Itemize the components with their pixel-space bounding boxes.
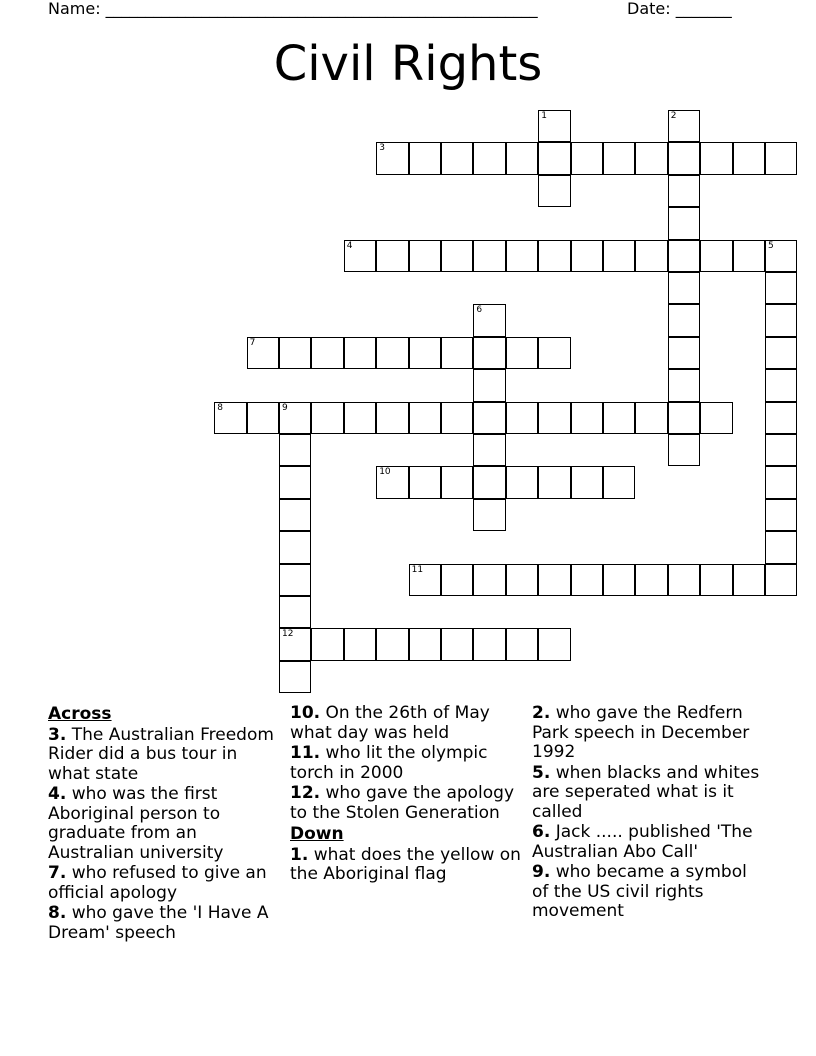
grid-cell[interactable] bbox=[409, 466, 441, 498]
grid-cell[interactable] bbox=[635, 142, 667, 174]
grid-cell[interactable] bbox=[409, 628, 441, 660]
grid-cell[interactable] bbox=[409, 142, 441, 174]
grid-cell[interactable] bbox=[506, 337, 538, 369]
grid-cell[interactable] bbox=[279, 628, 311, 660]
grid-cell[interactable] bbox=[668, 207, 700, 239]
grid-cell[interactable] bbox=[506, 564, 538, 596]
grid-cell[interactable] bbox=[765, 466, 797, 498]
grid-cell[interactable] bbox=[279, 596, 311, 628]
grid-cell[interactable] bbox=[247, 337, 279, 369]
clue-column-1 bbox=[48, 703, 280, 943]
grid-cell[interactable] bbox=[571, 142, 603, 174]
grid-cell[interactable] bbox=[311, 337, 343, 369]
grid-cell[interactable] bbox=[473, 240, 505, 272]
grid-cell[interactable] bbox=[376, 337, 408, 369]
grid-cell[interactable] bbox=[376, 240, 408, 272]
grid-cell[interactable] bbox=[473, 304, 505, 336]
grid-cell[interactable] bbox=[376, 142, 408, 174]
clue-number: 5 bbox=[768, 240, 774, 251]
grid-cell[interactable] bbox=[765, 272, 797, 304]
grid-cell[interactable] bbox=[279, 434, 311, 466]
down-clue-2: 2. who gave the Redfern Park speech in December 1992 bbox=[532, 703, 750, 762]
grid-cell[interactable] bbox=[376, 628, 408, 660]
grid-cell[interactable] bbox=[506, 142, 538, 174]
across-clue-7: 7. who refused to give an official apology bbox=[48, 863, 267, 903]
grid-cell[interactable] bbox=[571, 402, 603, 434]
grid-cell[interactable] bbox=[279, 564, 311, 596]
grid-cell[interactable] bbox=[409, 402, 441, 434]
grid-cell[interactable] bbox=[538, 110, 570, 142]
down-heading: Down bbox=[290, 824, 344, 844]
grid-cell[interactable] bbox=[765, 434, 797, 466]
grid-cell[interactable] bbox=[668, 110, 700, 142]
clue-number: 8 bbox=[217, 402, 223, 413]
grid-cell[interactable] bbox=[603, 402, 635, 434]
grid-cell[interactable] bbox=[635, 564, 667, 596]
grid-cell[interactable] bbox=[700, 240, 732, 272]
grid-cell[interactable] bbox=[279, 531, 311, 563]
clue-column-3 bbox=[532, 703, 764, 922]
grid-cell[interactable] bbox=[765, 240, 797, 272]
grid-cell[interactable] bbox=[473, 402, 505, 434]
grid-cell[interactable] bbox=[473, 499, 505, 531]
grid-cell[interactable] bbox=[409, 240, 441, 272]
grid-cell[interactable] bbox=[538, 240, 570, 272]
grid-cell[interactable] bbox=[668, 272, 700, 304]
across-clue-12: 12. who gave the apology to the Stolen Generation bbox=[290, 783, 515, 823]
across-clue-10: 10. On the 26th of May what day was held bbox=[290, 703, 490, 743]
clue-number: 10 bbox=[379, 467, 391, 478]
name-field-label: Name: ______________________________________________________ bbox=[48, 0, 538, 18]
grid-cell[interactable] bbox=[668, 434, 700, 466]
grid-cell[interactable] bbox=[603, 466, 635, 498]
grid-cell[interactable] bbox=[765, 564, 797, 596]
grid-cell[interactable] bbox=[506, 402, 538, 434]
grid-cell[interactable] bbox=[765, 531, 797, 563]
grid-cell[interactable] bbox=[733, 564, 765, 596]
grid-cell[interactable] bbox=[635, 240, 667, 272]
grid-cell[interactable] bbox=[538, 402, 570, 434]
grid-cell[interactable] bbox=[603, 564, 635, 596]
grid-cell[interactable] bbox=[668, 304, 700, 336]
clue-number: 7 bbox=[249, 337, 256, 348]
grid-cell[interactable] bbox=[344, 628, 376, 660]
grid-cell[interactable] bbox=[376, 466, 408, 498]
across-clue-8: 8. who gave the 'I Have A Dream' speech bbox=[48, 903, 269, 943]
grid-cell[interactable] bbox=[765, 402, 797, 434]
grid-cell[interactable] bbox=[409, 564, 441, 596]
grid-cell[interactable] bbox=[473, 434, 505, 466]
clue-number: 3 bbox=[379, 143, 385, 154]
grid-cell[interactable] bbox=[506, 628, 538, 660]
grid-cell[interactable] bbox=[441, 142, 473, 174]
grid-cell[interactable] bbox=[214, 402, 246, 434]
grid-cell[interactable] bbox=[571, 240, 603, 272]
clue-number: 9 bbox=[282, 402, 288, 413]
grid-cell[interactable] bbox=[538, 466, 570, 498]
grid-cell[interactable] bbox=[765, 499, 797, 531]
clue-number: 11 bbox=[411, 564, 424, 575]
grid-cell[interactable] bbox=[344, 337, 376, 369]
grid-cell[interactable] bbox=[700, 402, 732, 434]
grid-cell[interactable] bbox=[279, 337, 311, 369]
grid-cell[interactable] bbox=[668, 142, 700, 174]
grid-cell[interactable] bbox=[506, 240, 538, 272]
grid-cell[interactable] bbox=[279, 661, 311, 693]
puzzle-title: Civil Rights bbox=[273, 36, 543, 92]
down-clue-5: 5. when blacks and whites are seperated what is it called bbox=[532, 762, 760, 822]
across-heading: Across bbox=[48, 704, 112, 724]
clue-number: 4 bbox=[346, 240, 353, 251]
grid-cell[interactable] bbox=[441, 564, 473, 596]
grid-cell[interactable] bbox=[473, 628, 505, 660]
across-clue-4: 4. who was the first Aboriginal person to graduate from an Australian university bbox=[48, 784, 224, 863]
grid-cell[interactable] bbox=[506, 466, 538, 498]
grid-cell[interactable] bbox=[279, 402, 311, 434]
grid-cell[interactable] bbox=[668, 337, 700, 369]
grid-cell[interactable] bbox=[571, 564, 603, 596]
grid-cell[interactable] bbox=[635, 402, 667, 434]
grid-cell[interactable] bbox=[311, 402, 343, 434]
grid-cell[interactable] bbox=[311, 628, 343, 660]
grid-cell[interactable] bbox=[247, 402, 279, 434]
grid-cell[interactable] bbox=[473, 564, 505, 596]
grid-cell[interactable] bbox=[279, 499, 311, 531]
grid-cell[interactable] bbox=[571, 466, 603, 498]
grid-cell[interactable] bbox=[668, 564, 700, 596]
grid-cell[interactable] bbox=[538, 564, 570, 596]
grid-cell[interactable] bbox=[733, 240, 765, 272]
clue-number: 6 bbox=[476, 305, 483, 316]
grid-cell[interactable] bbox=[668, 175, 700, 207]
grid-cell[interactable] bbox=[603, 240, 635, 272]
grid-cell[interactable] bbox=[409, 337, 441, 369]
across-clue-11: 11. who lit the olympic torch in 2000 bbox=[290, 743, 488, 783]
grid-cell[interactable] bbox=[765, 369, 797, 401]
grid-cell[interactable] bbox=[668, 402, 700, 434]
down-clue-1: 1. what does the yellow on the Aboriginal flag bbox=[290, 844, 521, 884]
grid-cell[interactable] bbox=[279, 466, 311, 498]
grid-cell[interactable] bbox=[538, 628, 570, 660]
grid-cell[interactable] bbox=[538, 337, 570, 369]
clue-number: 12 bbox=[282, 629, 294, 640]
grid-cell[interactable] bbox=[344, 402, 376, 434]
grid-cell[interactable] bbox=[733, 142, 765, 174]
grid-cell[interactable] bbox=[376, 402, 408, 434]
clue-number: 2 bbox=[670, 111, 677, 121]
grid-cell[interactable] bbox=[765, 304, 797, 336]
grid-cell[interactable] bbox=[441, 240, 473, 272]
grid-cell[interactable] bbox=[700, 142, 732, 174]
grid-cell[interactable] bbox=[668, 240, 700, 272]
grid-cell[interactable] bbox=[441, 466, 473, 498]
grid-cell[interactable] bbox=[473, 142, 505, 174]
down-clue-9: 9. who became a symbol of the US civil rights movement bbox=[532, 862, 747, 921]
grid-cell[interactable] bbox=[765, 337, 797, 369]
grid-cell[interactable] bbox=[538, 142, 570, 174]
grid-cell[interactable] bbox=[473, 369, 505, 401]
date-field-label: Date: _______ bbox=[627, 0, 732, 18]
grid-cell[interactable] bbox=[441, 628, 473, 660]
clue-column-2 bbox=[290, 703, 522, 885]
grid-cell[interactable] bbox=[473, 337, 505, 369]
grid-cell[interactable] bbox=[765, 142, 797, 174]
grid-cell[interactable] bbox=[700, 564, 732, 596]
grid-cell[interactable] bbox=[668, 369, 700, 401]
down-clue-6: 6. Jack ..... published 'The Australian Abo Call' bbox=[532, 822, 753, 862]
grid-cell[interactable] bbox=[473, 466, 505, 498]
grid-cell[interactable] bbox=[441, 402, 473, 434]
grid-cell[interactable] bbox=[441, 337, 473, 369]
across-clue-3: 3. The Australian Freedom Rider did a bus tour in what state bbox=[48, 724, 274, 784]
grid-cell[interactable] bbox=[344, 240, 376, 272]
grid-cell[interactable] bbox=[538, 175, 570, 207]
clue-number: 1 bbox=[541, 111, 547, 121]
grid-cell[interactable] bbox=[603, 142, 635, 174]
